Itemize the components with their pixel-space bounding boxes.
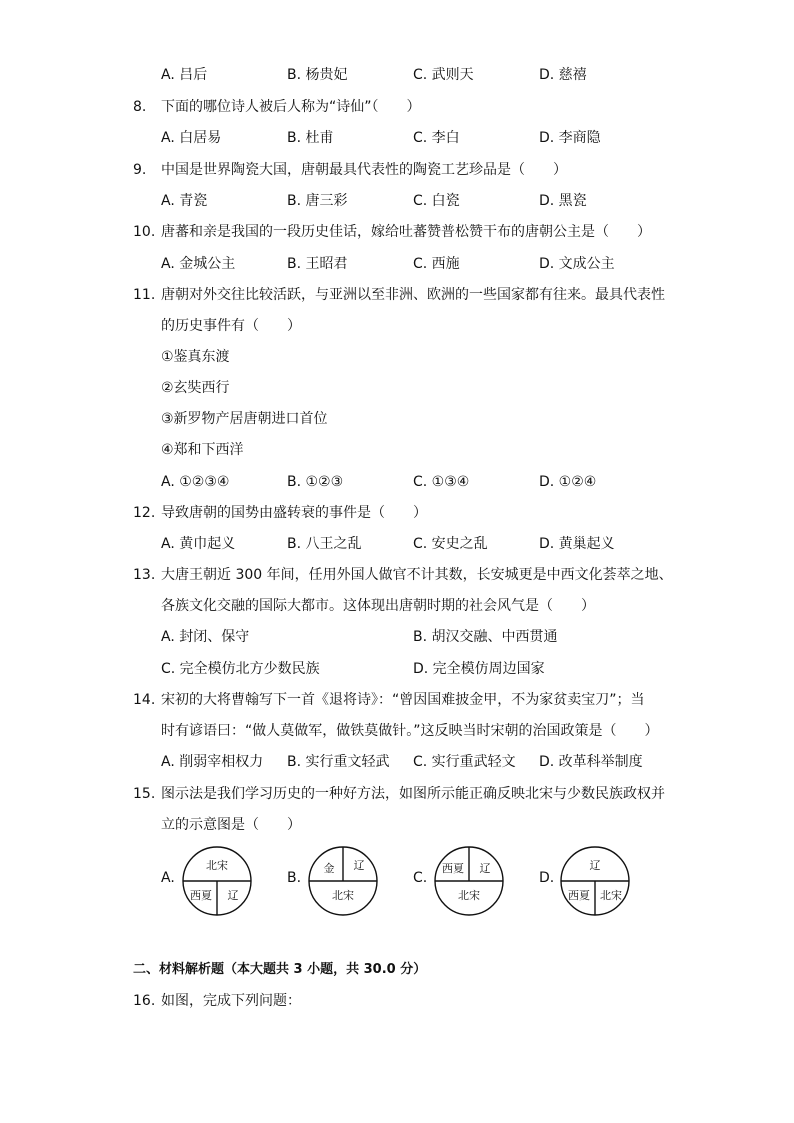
- question-14-line2: [0, 720, 794, 742]
- question-number: 9.: [133, 162, 147, 178]
- question-9-options: [0, 190, 794, 212]
- region-label: 西夏: [190, 889, 212, 902]
- question-text-line2: 的历史事件有（ ）: [161, 318, 301, 334]
- question-7-options: [0, 64, 794, 86]
- option-d: D. 文成公主: [539, 256, 615, 272]
- figure-d-circle: [559, 845, 631, 917]
- figure-b-circle: [307, 845, 379, 917]
- option-a: A. 封闭、保守: [161, 629, 250, 645]
- question-10: [0, 221, 794, 243]
- option-b: B. 杨贵妃: [287, 67, 348, 83]
- option-c: C. 实行重武轻文: [413, 754, 516, 770]
- question-15: [0, 783, 794, 805]
- region-label: 辽: [479, 862, 491, 875]
- question-number: 14.: [133, 692, 156, 708]
- region-label: 辽: [227, 889, 239, 902]
- region-label: 辽: [589, 859, 601, 872]
- question-8-options: [0, 127, 794, 149]
- figure-b-label: B.: [287, 870, 302, 886]
- question-text-line1: 唐朝对外交往比较活跃，与亚洲以至非洲、欧洲的一些国家都有往来。最具代表性: [161, 287, 665, 303]
- statement-item: ③新罗物产居唐朝进口首位: [161, 411, 328, 427]
- option-c: C. 安史之乱: [413, 536, 488, 552]
- question-11-item-2: [0, 377, 794, 399]
- question-13-line2: [0, 595, 794, 617]
- question-text-line1: 大唐王朝近 300 年间，任用外国人做官不计其数，长安城更是中西文化荟萃之地、: [161, 567, 673, 583]
- option-a: A. 青瓷: [161, 193, 208, 209]
- option-b: B. 唐三彩: [287, 193, 348, 209]
- region-label: 北宋: [600, 889, 622, 902]
- option-b: B. 胡汉交融、中西贯通: [413, 629, 558, 645]
- option-d: D. ①②④: [539, 474, 597, 490]
- question-text-line1: 宋初的大将曹翰写下一首《退将诗》：“曾因国难披金甲，不为家贫卖宝刀”；当: [161, 692, 645, 708]
- figure-a-label: A.: [161, 870, 175, 886]
- question-text: 如图，完成下列问题：: [161, 993, 301, 1009]
- option-b: B. 杜甫: [287, 130, 334, 146]
- question-11-options: [0, 471, 794, 493]
- question-11-item-1: [0, 346, 794, 368]
- option-a: A. 吕后: [161, 67, 208, 83]
- option-a: A. 白居易: [161, 130, 222, 146]
- question-text: 导致唐朝的国势由盛转衰的事件是（ ）: [161, 505, 427, 521]
- statement-item: ④郑和下西洋: [161, 442, 244, 458]
- question-16: [0, 990, 794, 1012]
- question-14: [0, 689, 794, 711]
- question-number: 10.: [133, 224, 156, 240]
- question-text: 下面的哪位诗人被后人称为“诗仙”（ ）: [161, 99, 421, 115]
- figure-a-circle: [181, 845, 253, 917]
- option-a: A. 削弱宰相权力: [161, 754, 264, 770]
- option-b: B. ①②③: [287, 474, 344, 490]
- region-label: 西夏: [568, 889, 590, 902]
- question-number: 16.: [133, 993, 156, 1009]
- question-10-options: [0, 253, 794, 275]
- question-text: 唐蕃和亲是我国的一段历史佳话，嫁给吐蕃赞普松赞干布的唐朝公主是（ ）: [161, 224, 651, 240]
- statement-item: ②玄奘西行: [161, 380, 230, 396]
- region-label: 北宋: [332, 889, 354, 902]
- question-9: [0, 159, 794, 181]
- region-label: 金: [323, 862, 335, 875]
- figure-c-circle: [433, 845, 505, 917]
- option-c: C. 完全模仿北方少数民族: [161, 661, 320, 677]
- question-11: [0, 284, 794, 306]
- option-c: C. 白瓷: [413, 193, 460, 209]
- region-label: 辽: [353, 859, 365, 872]
- region-label: 西夏: [442, 862, 464, 875]
- option-d: D. 李商隐: [539, 130, 601, 146]
- question-text-line2: 立的示意图是（ ）: [161, 817, 301, 833]
- option-b: B. 八王之乱: [287, 536, 362, 552]
- question-8: [0, 96, 794, 118]
- statement-item: ①鉴真东渡: [161, 349, 230, 365]
- option-c: C. 李白: [413, 130, 460, 146]
- question-text-line2: 各族文化交融的国际大都市。这体现出唐朝时期的社会风气是（ ）: [161, 598, 595, 614]
- question-11-item-3: [0, 408, 794, 430]
- option-d: D. 黄巢起义: [539, 536, 615, 552]
- question-13-options-row2: [0, 658, 794, 680]
- question-number: 15.: [133, 786, 156, 802]
- question-number: 12.: [133, 505, 156, 521]
- question-12-options: [0, 533, 794, 555]
- section-heading: 二、材料解析题（本大题共 3 小题，共 30.0 分）: [133, 962, 427, 977]
- figure-d-label: D.: [539, 870, 555, 886]
- option-b: B. 王昭君: [287, 256, 348, 272]
- question-text-line1: 图示法是我们学习历史的一种好方法，如图所示能正确反映北宋与少数民族政权并: [161, 786, 665, 802]
- option-c: C. 西施: [413, 256, 460, 272]
- option-b: B. 实行重文轻武: [287, 754, 390, 770]
- question-12: [0, 502, 794, 524]
- question-15-line2: [0, 814, 794, 836]
- question-13-options-row1: [0, 626, 794, 648]
- question-number: 11.: [133, 287, 156, 303]
- question-13: [0, 564, 794, 586]
- option-c: C. 武则天: [413, 67, 474, 83]
- question-11-line2: [0, 315, 794, 337]
- option-c: C. ①③④: [413, 474, 470, 490]
- question-text-line2: 时有谚语曰：“做人莫做军，做铁莫做针。”这反映当时宋朝的治国政策是（ ）: [161, 723, 659, 739]
- option-a: A. 金城公主: [161, 256, 236, 272]
- question-14-options: [0, 751, 794, 773]
- region-label: 北宋: [206, 859, 228, 872]
- region-label: 北宋: [458, 889, 480, 902]
- option-a: A. ①②③④: [161, 474, 230, 490]
- option-d: D. 改革科举制度: [539, 754, 643, 770]
- question-number: 8.: [133, 99, 147, 115]
- figure-c-label: C.: [413, 870, 428, 886]
- option-d: D. 完全模仿周边国家: [413, 661, 545, 677]
- question-11-item-4: [0, 439, 794, 461]
- question-text: 中国是世界陶瓷大国，唐朝最具代表性的陶瓷工艺珍品是（ ）: [161, 162, 567, 178]
- option-d: D. 黑瓷: [539, 193, 587, 209]
- question-number: 13.: [133, 567, 156, 583]
- option-a: A. 黄巾起义: [161, 536, 236, 552]
- option-d: D. 慈禧: [539, 67, 587, 83]
